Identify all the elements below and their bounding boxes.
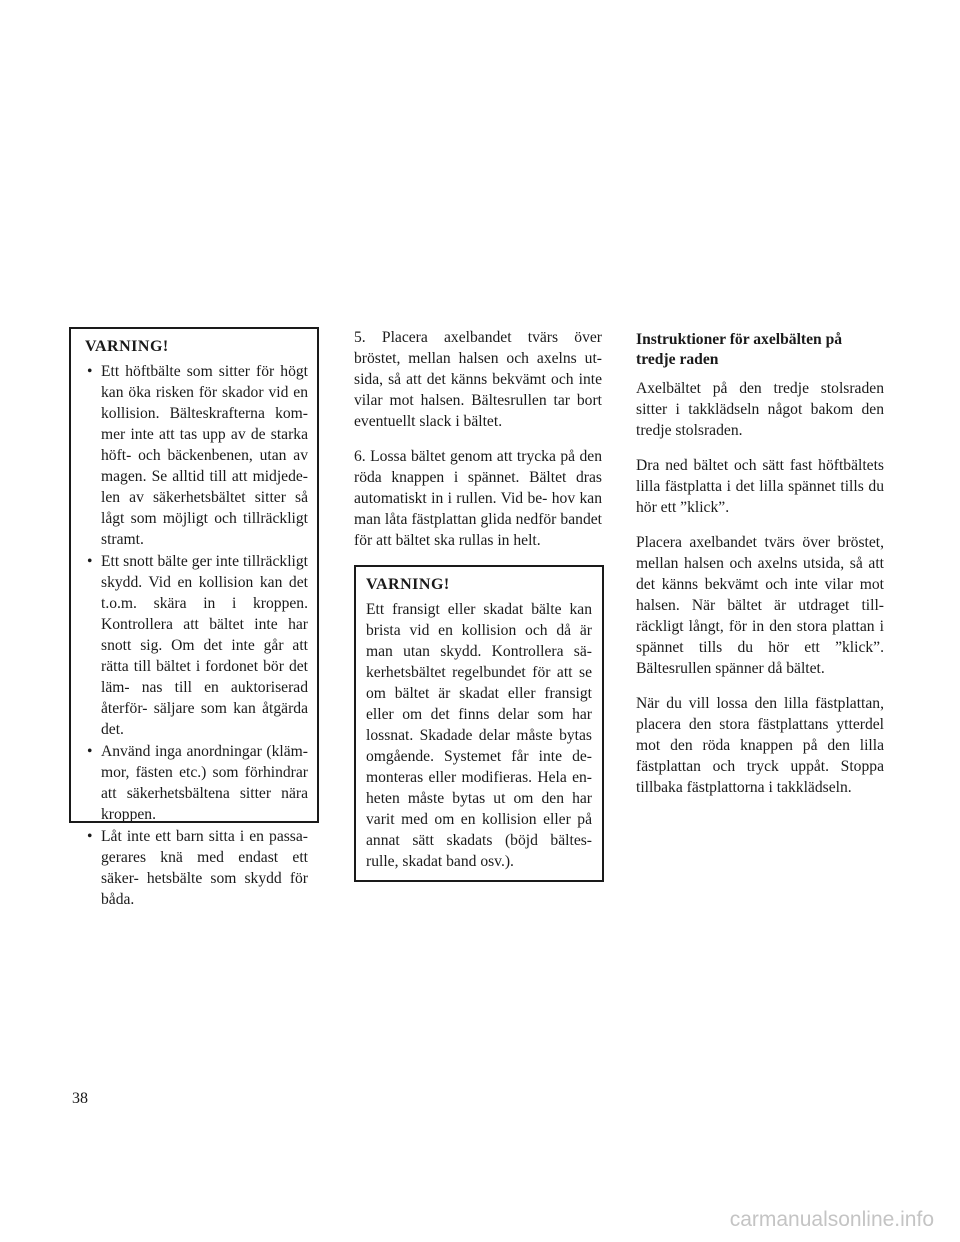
warning-bullet: • Använd inga anordningar (kläm- mor, fästen etc.) som förhindrar att säkerhetsbältena sitter nära kroppen.	[85, 741, 308, 825]
warning-bullet: • Ett höftbälte som sitter för högt kan öka risken för skador vid en kollision. Bälteskrafterna kom- mer inte att tas upp av de starka höft- och bäckenbenen, utan av magen. Se alltid till att midjede- len av säkerhetsbältet sitter så lågt som möjligt och tillräckligt stramt.	[85, 361, 308, 550]
right-column	[636, 330, 884, 812]
warning-title: VARNING!	[366, 576, 450, 593]
body-paragraph: Placera axelbandet tvärs över bröstet, mellan halsen och axelns utsida, så att det känns bekvämt och inte vilar mot halsen. När bältet är utdraget till- räckligt långt, för in den stora plattan i spännet tills du hör ett ”klick”. Bältesrullen spänner då bältet.	[636, 534, 884, 677]
page-number: 38	[72, 1090, 88, 1107]
warning-title: VARNING!	[85, 338, 169, 355]
warning-bullet: • Låt inte ett barn sitta i en passa- gerares knä med endast ett säker- hetsbälte som skydd för båda.	[85, 826, 308, 910]
warning-bullet-list	[85, 361, 308, 910]
middle-column	[354, 327, 602, 882]
body-paragraph: Axelbältet på den tredje stolsraden sitter i takklädseln något bakom den tredje stolsraden.	[636, 380, 884, 439]
step-5-paragraph: 5. Placera axelbandet tvärs över bröstet, mellan halsen och axelns ut- sida, så att det känns bekvämt och inte vilar mot halsen. Bältesrullen tar bort eventuellt slack i bältet.	[354, 329, 602, 430]
body-paragraph: Dra ned bältet och sätt fast höftbältets lilla fästplatta i det lilla spännet tills du hör ett ”klick”.	[636, 457, 884, 516]
warning-text: Ett fransigt eller skadat bälte kan brista vid en kollision och då är man utan skydd. Kontrollera sä- kerhetsbältet regelbundet för att se om bältet är skadat eller fransigt eller om det finns delar som har lossnat. Skadade delar måste bytas omgående. Systemet får inte de- monteras eller modifieras. Hela en- heten måste bytas ut om den har varit med om en kollision eller på annat sätt skadats (böjd bältes- rulle, skadat band osv.).	[366, 601, 592, 870]
section-heading: Instruktioner för axelbälten på tredje raden	[636, 331, 843, 368]
warning-box-left	[69, 327, 319, 908]
warning-bullet: • Ett snott bälte ger inte tillräckligt skydd. Vid en kollision kan det t.o.m. skära in i kroppen. Kontrollera att bältet inte har snott sig. Om det inte går att rätta till bältet i fordonet bör det läm- nas till en auktoriserad återför- säljare som kan åtgärda det.	[85, 551, 308, 740]
watermark-link[interactable]: carmanualsonline.info	[729, 1208, 934, 1231]
warning-box-middle	[354, 565, 604, 882]
body-paragraph: När du vill lossa den lilla fästplattan, placera den stora fästplattans ytterdel mot den röda knappen på den lilla fästplattan och tryck uppåt. Stoppa tillbaka fästplattorna i takklädseln.	[636, 695, 884, 796]
step-6-paragraph: 6. Lossa bältet genom att trycka på den röda knappen i spännet. Bältet dras automatiskt in i rullen. Vid be- hov kan man låta fästplattan glida nedför bandet för att bältet ska rullas in helt.	[354, 448, 602, 549]
